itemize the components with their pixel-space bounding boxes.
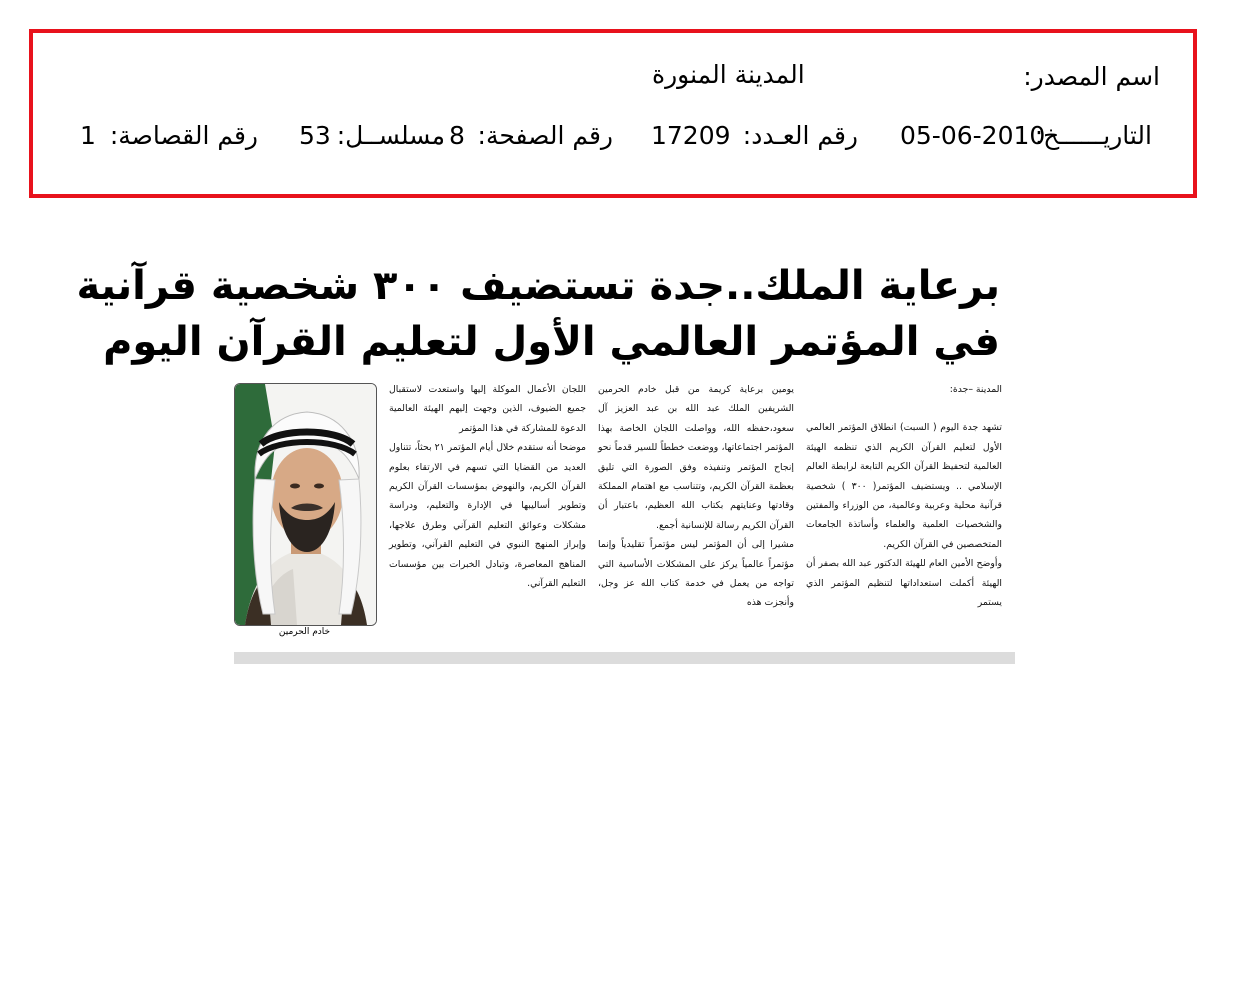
dateline: المدينة –جدة: [949,384,1002,395]
headline-line-2: في المؤتمر العالمي الأول لتعليم القرآن اليوم [103,319,1000,365]
photo-caption: خادم الحرمين [278,627,331,637]
clip-label: رقم القصاصة: [109,121,258,150]
column-3-paragraph-2: موضحا أنه ستقدم خلال أيام المؤتمر ٢١ بحثاً، تتناول العديد من القضايا التي تسهم في الارتقاء بعلوم القرآن الكريم، والنهوض بمؤسسات القرآن الكريم وتطوير أساليبها في الإدارة والتعليم، ودراسة مشكلات وعوائق التعليم القرآني وطرق علاجها، وإبراز المنهج النبوي في التعليم القرآني، وتطوير المناهج المعاصرة، وتبادل الخبرات بين مؤسسات التعليم القرآني. [389,442,586,590]
column-2-paragraph-2: مشيرا إلى أن المؤتمر ليس مؤتمراً تقليدياً وإنما مؤتمراً عالمياً يركز على المشكلات الأساسية التي تواجه من يعمل في خدمة كتاب الله عز وجل، وأنجزت هذه [598,539,794,609]
article-headline [76,258,1000,370]
article-column-2 [598,380,794,613]
issue-label: رقم العـدد: [742,121,858,150]
clip-value: 1 [80,121,96,150]
source-value: المدينة المنورة [652,60,805,89]
serial-label: مسلســل: [336,121,445,150]
column-1-paragraph-1: تشهد جدة اليوم ( السبت) انطلاق المؤتمر العالمي الأول لتعليم القرآن الكريم الذي تنظمه الهيئة العالمية لتحفيظ القرآن الكريم التابعة لرابطة العالم الإسلامي .. ويستضيف المؤتمر( ٣٠٠ ) شخصية قرآنية محلية وعربية وعالمية، من الوزراء والمفتين والشخصيات العلمية والعلماء وأساتذة الجامعات المتخصصين في القرآن الكريم. [806,422,1002,550]
source-info-box [29,29,1197,198]
source-label: اسم المصدر: [1023,62,1160,91]
page-value: 8 [449,121,465,150]
date-label: التاريــــــخ: [1034,121,1152,150]
article-column-1 [806,380,1002,612]
date-value: 05-06-2010 [900,121,1046,150]
serial-value: 53 [299,121,331,150]
issue-value: 17209 [651,121,731,150]
portrait-photo [234,383,377,626]
article-footer-bar [234,652,1015,664]
column-2-paragraph-1: يومين برعاية كريمة من قبل خادم الحرمين الشريفين الملك عبد الله بن عبد العزيز آل سعود،حفظه الله، وواصلت اللجان الخاصة بهذا المؤتمر اجتماعاتها، ووضعت خططاً للسير قدماً نحو إنجاح المؤتمر وتنفيذه وفق الصورة التي تليق بعظمة القرآن الكريم، وتتناسب مع اهتمام المملكة وقادتها وعنايتهم بكتاب الله العظيم، باعتبار أن القرآن الكريم رسالة للإنسانية أجمع. [598,384,794,531]
article-column-3 [389,380,586,593]
page-label: رقم الصفحة: [477,121,613,150]
headline-line-1: برعاية الملك..جدة تستضيف ٣٠٠ شخصية قرآنية [76,263,1000,309]
column-3-paragraph-1: اللجان الأعمال الموكلة إليها واستعدت لاستقبال جميع الضيوف، الذين وجهت إليهم الهيئة العالمية الدعوة للمشاركة في هذا المؤتمر [389,384,586,434]
column-1-paragraph-2: وأوضح الأمين العام للهيئة الدكتور عبد الله بصفر أن الهيئة أكملت استعداداتها لتنظيم المؤتمر الذي يستمر [806,558,1002,609]
